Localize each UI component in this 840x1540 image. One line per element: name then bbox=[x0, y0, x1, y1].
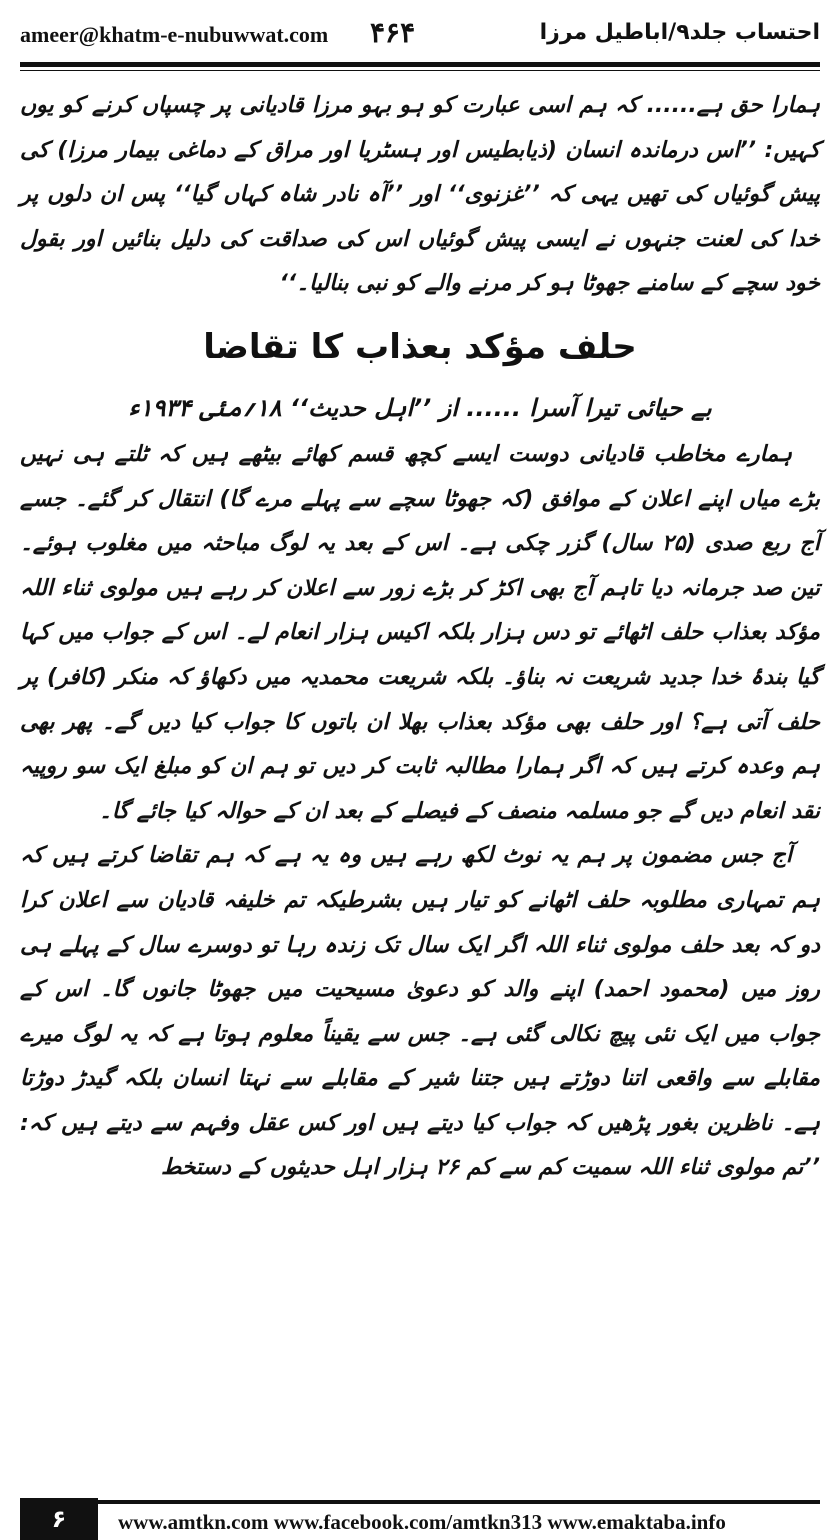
section-heading: حلف مؤکد بعذاب کا تقاضا bbox=[203, 326, 637, 367]
section-subheading: بے حیائی تیرا آسرا ...... از ’’اہل حدیث‘‘ ۱۸؍مئی ۱۹۳۴ء bbox=[128, 393, 712, 422]
page-content bbox=[20, 84, 820, 1191]
footer-rule bbox=[98, 1500, 820, 1504]
footer-page-number: ۶ bbox=[20, 1498, 98, 1540]
header-page-number: ۴۶۴ bbox=[370, 16, 416, 49]
page-footer bbox=[0, 1494, 840, 1540]
intro-paragraph: ہمارا حق ہے...... کہ ہم اسی عبارت کو ہو بہو مرزا قادیانی پر چسپاں کرنے کو یوں کہیں: ’’اس درماندہ انسان (ذیابطیس اور ہسٹریا اور مراق کے دماغی بیمار مرزا) کی پیش گوئیاں کی تھیں یہی کہ ’’غزنوی‘‘ اور ’’آہ نادر شاہ کہاں گیا‘‘ پس ان دلوں پر خدا کی لعنت جنہوں نے ایسی پیش گوئیاں اس کی صداقت کی دلیل بنائیں اور بقول خود سچے کے سامنے جھوٹا ہو کر مرنے والے کو نبی بنالیا۔‘‘ bbox=[20, 93, 820, 297]
header-book-title: احتساب جلد۹/اباطیل مرزا bbox=[539, 20, 820, 45]
header-rule-thin bbox=[20, 70, 820, 71]
footer-website-links: www.amtkn.com www.facebook.com/amtkn313 www.emaktaba.info bbox=[118, 1510, 726, 1534]
page-header bbox=[0, 0, 840, 62]
header-rule bbox=[20, 62, 820, 67]
body-paragraph-2: آج جس مضمون پر ہم یہ نوٹ لکھ رہے ہیں وہ یہ ہے کہ ہم تقاضا کرتے ہیں کہ ہم تمہاری مطلوبہ حلف اٹھانے کو تیار ہیں بشرطیکہ تم خلیفہ قادیان سے اعلان کرا دو کہ بعد حلف مولوی ثناء اللہ اگر ایک سال تک زندہ رہا تو دوسرے سال کے پہلے ہی روز میں (محمود احمد) اپنے والد کو دعویٰ مسیحیت میں جھوٹا جانوں گا۔ اس کے جواب میں ایک نئی پیچ نکالی گئی ہے۔ جس سے یقیناً معلوم ہوتا ہے کہ یہ لوگ میرے مقابلے سے واقعی اتنا دوڑتے ہیں جتنا شیر کے مقابلے سے نہتا انسان بلکہ گیدڑ دوڑتا ہے۔ ناظرین بغور پڑھیں کہ جواب کیا دیتے ہیں اور کس عقل وفہم سے دیتے ہیں کہ: ’’تم مولوی ثناء اللہ سمیت کم سے کم ۲۶ ہزار اہل حدیثوں کے دستخط bbox=[20, 843, 820, 1181]
body-paragraph-1: ہمارے مخاطب قادیانی دوست ایسے کچھ قسم کھائے بیٹھے ہیں کہ ٹلتے ہی نہیں بڑے میاں اپنے اعلان کے موافق (کہ جھوٹا سچے سے پہلے مرے گا) انتقال کر گئے۔ جسے آج ربع صدی (۲۵ سال) گزر چکی ہے۔ اس کے بعد یہ لوگ مباحثہ میں مغلوب ہوئے۔ تین صد جرمانہ دیا تاہم آج بھی اکڑ کر بڑے زور سے اعلان کر رہے ہیں مولوی ثناء اللہ مؤکد بعذاب حلف اٹھائے تو دس ہزار بلکہ اکیس ہزار انعام لے۔ اس کے جواب میں کہا گیا بندۂ خدا جدید شریعت نہ بناؤ۔ بلکہ شریعت محمدیہ میں دکھاؤ کہ منکر (کافر) پر حلف آتی ہے؟ اور حلف بھی مؤکد بعذاب بھلا ان باتوں کا جواب کیا دیں گے۔ پھر بھی ہم وعدہ کرتے ہیں کہ اگر ہمارا مطالبہ ثابت کر دیں تو ہم ان کو مبلغ ایک سو روپیہ نقد انعام دیں گے جو مسلمہ منصف کے فیصلے کے بعد ان کے حوالہ کیا جائے گا۔ bbox=[20, 441, 820, 824]
header-email: ameer@khatm-e-nubuwwat.com bbox=[20, 22, 329, 47]
